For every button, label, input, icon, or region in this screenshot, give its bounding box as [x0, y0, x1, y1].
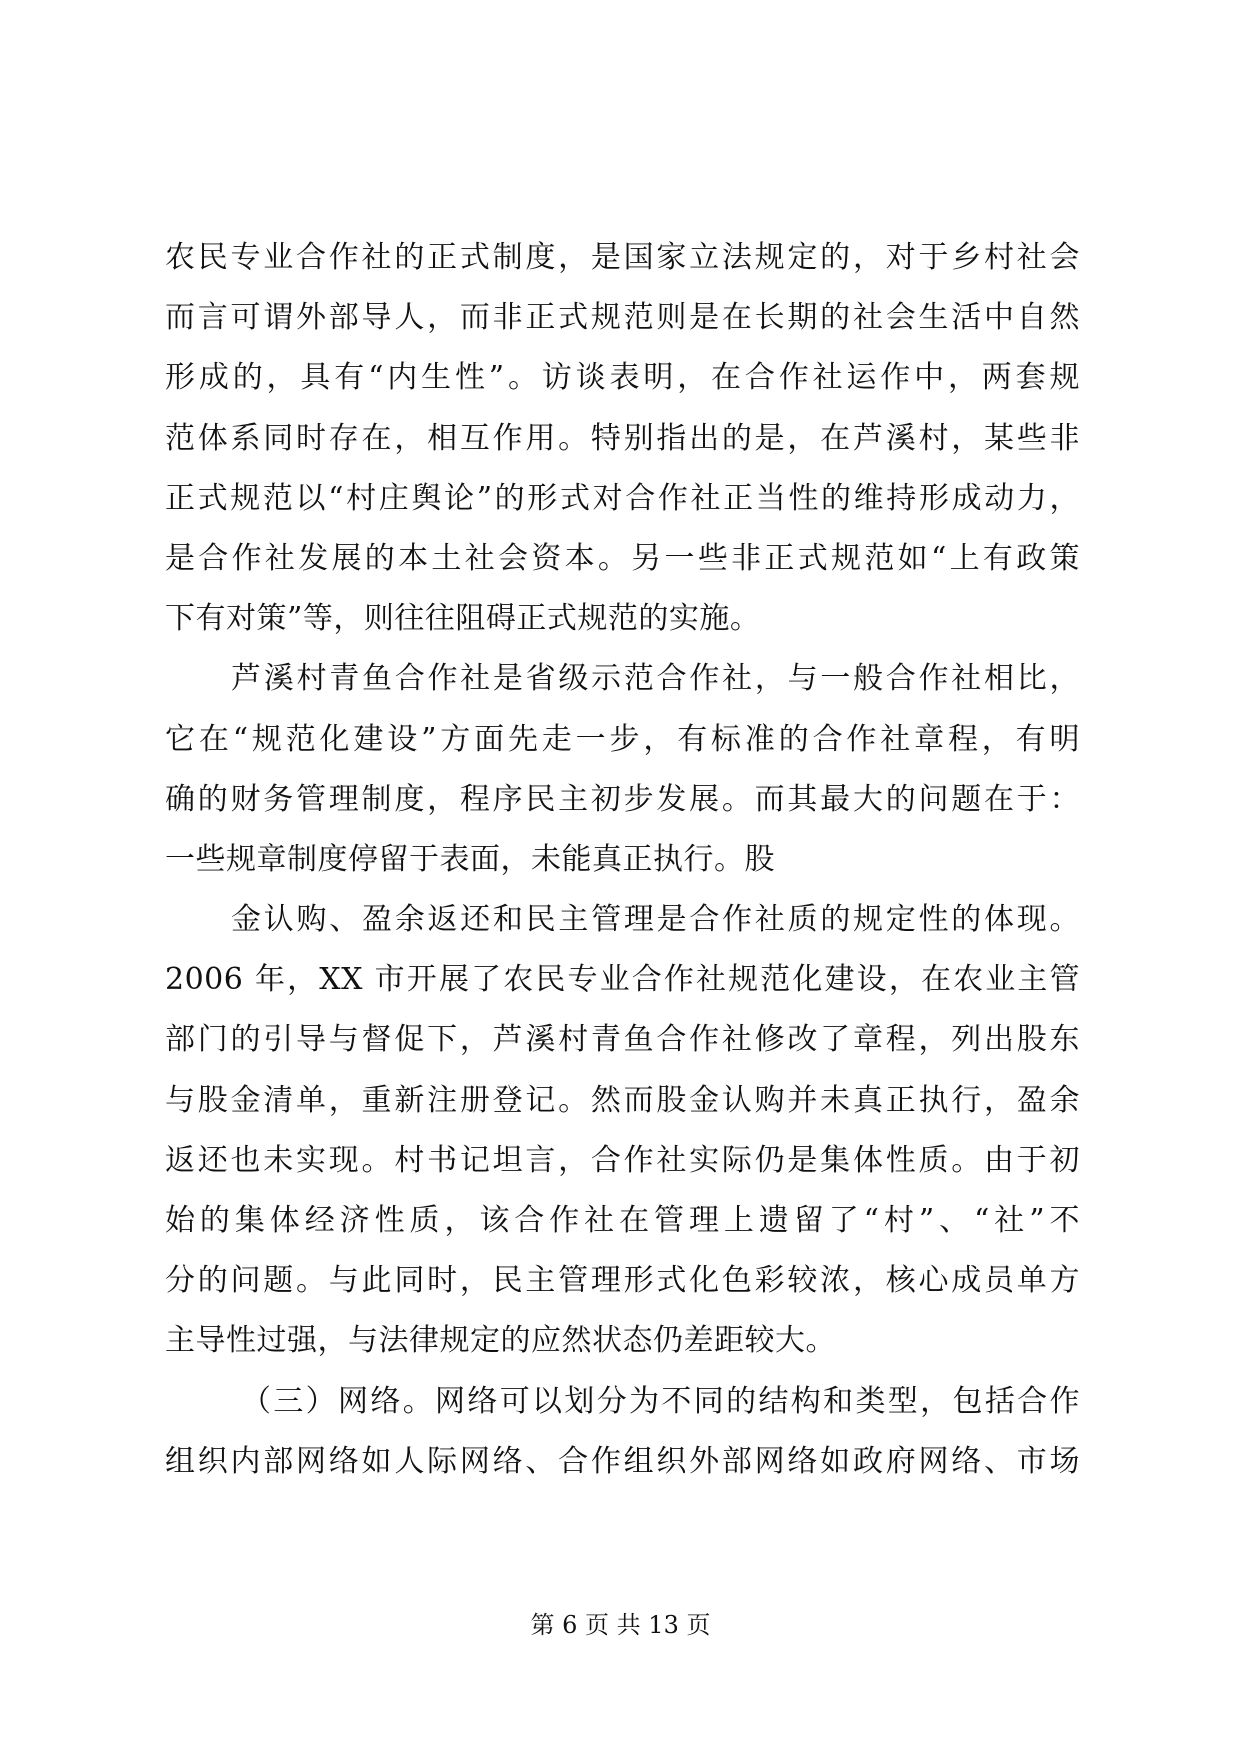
text-line: 芦溪村青鱼合作社是省级示范合作社，与一般合作社相比， — [231, 661, 1080, 697]
text-line: 金认购、盈余返还和民主管理是合作社质的规定性的体现。 — [231, 902, 1080, 938]
text-line: 始的集体经济性质，该合作社在管理上遗留了“村”、“社”不 — [165, 1203, 1080, 1238]
page-number-footer: 第 6 页 共 13 页 — [530, 1611, 711, 1639]
text-line: 主导性过强，与法律规定的应然状态仍差距较大。 — [165, 1323, 836, 1359]
text-line: 2006 年，XX 市开展了农民专业合作社规范化建设，在农业主管 — [165, 962, 1080, 998]
text-line: 下有对策”等，则往往阻碍正式规范的实施。 — [165, 601, 761, 637]
text-line: 一些规章制度停留于表面，未能真正执行。股 — [165, 841, 775, 877]
body-text — [165, 228, 1080, 1492]
text-line: 部门的引导与督促下，芦溪村青鱼合作社修改了章程，列出股东 — [165, 1022, 1080, 1058]
text-line: 组织内部网络如人际网络、合作组织外部网络如政府网络、市场 — [165, 1443, 1080, 1479]
text-line: 分的问题。与此同时，民主管理形式化色彩较浓，核心成员单方 — [165, 1263, 1080, 1299]
text-line: （三）网络。网络可以划分为不同的结构和类型，包括合作 — [241, 1383, 1080, 1419]
text-line: 农民专业合作社的正式制度，是国家立法规定的，对于乡村社会 — [165, 240, 1080, 275]
text-line: 形成的，具有“内生性”。访谈表明，在合作社运作中，两套规 — [165, 360, 1080, 396]
text-line: 返还也未实现。村书记坦言，合作社实际仍是集体性质。由于初 — [165, 1142, 1080, 1178]
text-line: 确的财务管理制度，程序民主初步发展。而其最大的问题在于： — [165, 781, 1080, 817]
text-line: 而言可谓外部导人，而非正式规范则是在长期的社会生活中自然 — [165, 300, 1080, 336]
text-line: 与股金清单，重新注册登记。然而股金认购并未真正执行，盈余 — [165, 1082, 1080, 1118]
text-line: 范体系同时存在，相互作用。特别指出的是，在芦溪村，某些非 — [165, 420, 1080, 456]
text-line: 是合作社发展的本土社会资本。另一些非正式规范如“上有政策 — [165, 540, 1080, 576]
text-line: 正式规范以“村庄舆论”的形式对合作社正当性的维持形成动力， — [165, 480, 1080, 516]
text-line: 它在“规范化建设”方面先走一步，有标准的合作社章程，有明 — [165, 721, 1080, 757]
